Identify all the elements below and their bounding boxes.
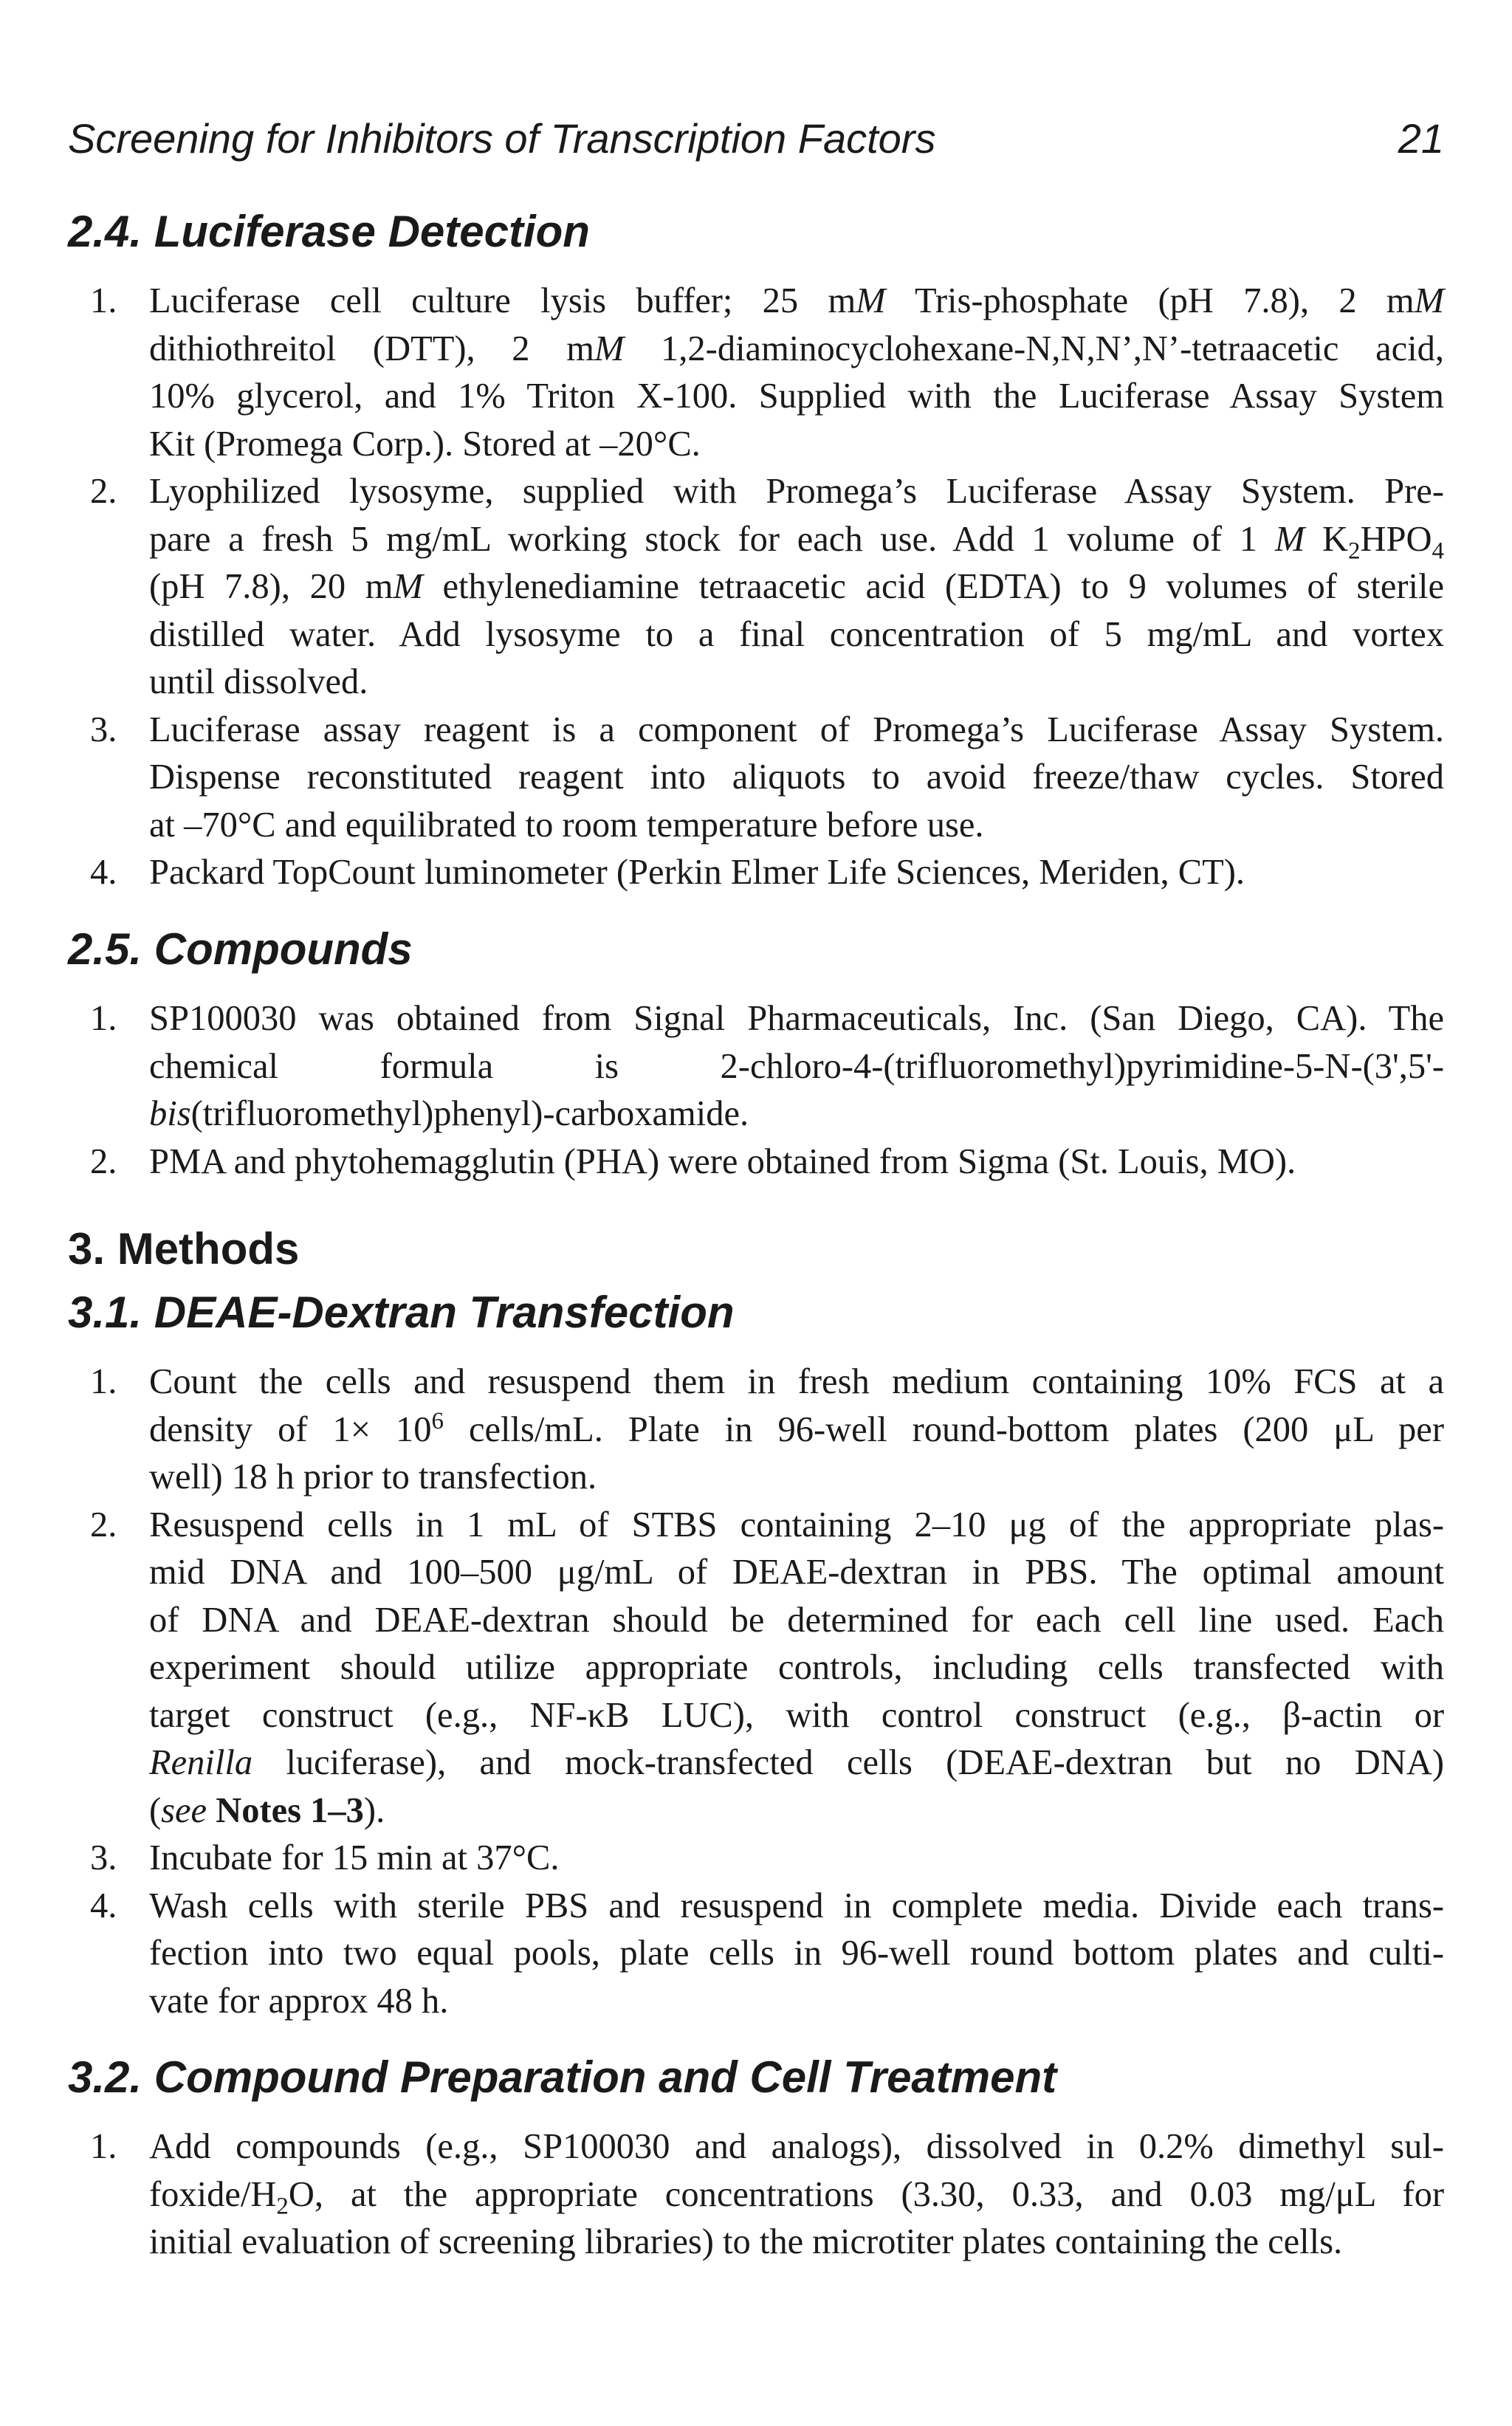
- item-number: 1.: [90, 2127, 117, 2166]
- item-number: 4.: [90, 853, 117, 892]
- page-number: 21: [1398, 115, 1444, 162]
- list-item: [68, 278, 1444, 468]
- text-line: Add compounds (e.g., SP100030 and analogs), dissolved in 0.2% dimethyl sul-: [149, 2127, 1444, 2166]
- list-item: [68, 1835, 1444, 1883]
- text-line: initial evaluation of screening libraries) to the microtiter plates containing the cells.: [149, 2222, 1343, 2261]
- text-line: distilled water. Add lysosyme to a final concentration of 5 mg/mL and vortex: [149, 614, 1444, 654]
- item-number: 2.: [90, 472, 117, 511]
- text-line: mid DNA and 100–500 μg/mL of DEAE-dextran in PBS. The optimal amount: [149, 1553, 1444, 1592]
- text-line: Luciferase assay reagent is a component of Promega’s Luciferase Assay System.: [149, 709, 1444, 749]
- text-line: 10% glycerol, and 1% Triton X-100. Supplied with the Luciferase Assay System: [149, 377, 1444, 416]
- text-line: chemical formula is 2-chloro-4-(trifluoromethyl)pyrimidine-5-N-(3',5'-: [149, 1046, 1444, 1086]
- text-line: Resuspend cells in 1 mL of STBS containing 2–10 μg of the appropriate plas-: [149, 1505, 1444, 1544]
- text-line: Luciferase cell culture lysis buffer; 25 mM Tris-phosphate (pH 7.8), 2 mM: [149, 281, 1444, 320]
- text-line: fection into two equal pools, plate cells in 96-well round bottom plates and culti-: [149, 1934, 1444, 1973]
- item-number: 3.: [90, 1838, 117, 1877]
- text-line: Kit (Promega Corp.). Stored at –20°C.: [149, 424, 701, 464]
- text-line: SP100030 was obtained from Signal Pharmaceuticals, Inc. (San Diego, CA). The: [149, 999, 1444, 1038]
- list-item: [68, 707, 1444, 850]
- running-head: [68, 111, 1444, 167]
- list-item: [68, 849, 1444, 897]
- list-item: [68, 468, 1444, 707]
- text-line: Packard TopCount luminometer (Perkin Elmer Life Sciences, Meriden, CT).: [149, 853, 1245, 892]
- list-item: [68, 1502, 1444, 1835]
- text-line: at –70°C and equilibrated to room temperature before use.: [149, 805, 984, 845]
- text-line: pare a fresh 5 mg/mL working stock for each use. Add 1 volume of 1 M $K_2HPO_4$: [149, 519, 1444, 565]
- item-number: 2.: [90, 1141, 117, 1181]
- list-item: [68, 1358, 1444, 1502]
- text-line: experiment should utilize appropriate controls, including cells transfected with: [149, 1648, 1444, 1687]
- text-line: Renilla luciferase), and mock-transfected cells (DEAE-dextran but no DNA): [149, 1743, 1444, 1782]
- section-heading-2-4: 2.4. Luciferase Detection: [68, 207, 590, 256]
- list-item: [68, 1138, 1444, 1186]
- text-line: Wash cells with sterile PBS and resuspend in complete media. Divide each trans-: [149, 1886, 1444, 1925]
- text-line: density of $1\times 10^6$ cells/mL. Plate in 96-well round-bottom plates (200 μL per: [149, 1407, 1444, 1449]
- text-line: well) 18 h prior to transfection.: [149, 1457, 597, 1497]
- section-heading-2-5: 2.5. Compounds: [68, 924, 413, 974]
- text-line: (pH 7.8), 20 mM ethylenediamine tetraacetic acid (EDTA) to 9 volumes of sterile: [149, 567, 1444, 606]
- item-number: 4.: [90, 1886, 117, 1925]
- list-3-1: [68, 1358, 1444, 2025]
- text-line: bis(trifluoromethyl)phenyl)-carboxamide.: [149, 1094, 749, 1133]
- text-line: (see Notes 1–3).: [149, 1790, 385, 1830]
- text-line: foxide/$H_2O$, at the appropriate concentrations (3.30, 0.33, and 0.03 mg/μL for: [149, 2174, 1444, 2220]
- text-line: target construct (e.g., NF-κB LUC), with control construct (e.g., β-actin or: [149, 1695, 1444, 1735]
- section-heading-3-2: 3.2. Compound Preparation and Cell Treatment: [68, 2052, 1057, 2102]
- list-item: [68, 1883, 1444, 2026]
- text-line: vate for approx 48 h.: [149, 1981, 449, 2021]
- item-number: 2.: [90, 1505, 117, 1544]
- section-heading-3: 3. Methods: [68, 1224, 300, 1274]
- list-2-4: [68, 278, 1444, 897]
- text-line: Lyophilized lysosyme, supplied with Promega’s Luciferase Assay System. Pre-: [149, 472, 1444, 511]
- item-number: 1.: [90, 281, 117, 320]
- item-number: 1.: [90, 999, 117, 1038]
- text-line: of DNA and DEAE-dextran should be determined for each cell line used. Each: [149, 1600, 1444, 1640]
- list-item: [68, 2123, 1444, 2267]
- list-3-2: [68, 2123, 1444, 2267]
- item-number: 3.: [90, 709, 117, 749]
- text-line: Incubate for 15 min at 37°C.: [149, 1838, 560, 1877]
- text-line: Dispense reconstituted reagent into aliquots to avoid freeze/thaw cycles. Stored: [149, 757, 1444, 797]
- text-line: until dissolved.: [149, 662, 368, 701]
- text-line: dithiothreitol (DTT), 2 mM 1,2-diaminocyclohexane-N,N,N’,N’-tetraacetic acid,: [149, 329, 1445, 368]
- list-2-5: [68, 995, 1444, 1186]
- section-heading-3-1: 3.1. DEAE-Dextran Transfection: [68, 1288, 735, 1337]
- running-head-title: Screening for Inhibitors of Transcription Factors: [68, 115, 936, 162]
- list-item: [68, 995, 1444, 1138]
- item-number: 1.: [90, 1362, 117, 1401]
- text-line: PMA and phytohemagglutin (PHA) were obtained from Sigma (St. Louis, MO).: [149, 1141, 1296, 1181]
- text-line: Count the cells and resuspend them in fresh medium containing 10% FCS at a: [149, 1362, 1444, 1401]
